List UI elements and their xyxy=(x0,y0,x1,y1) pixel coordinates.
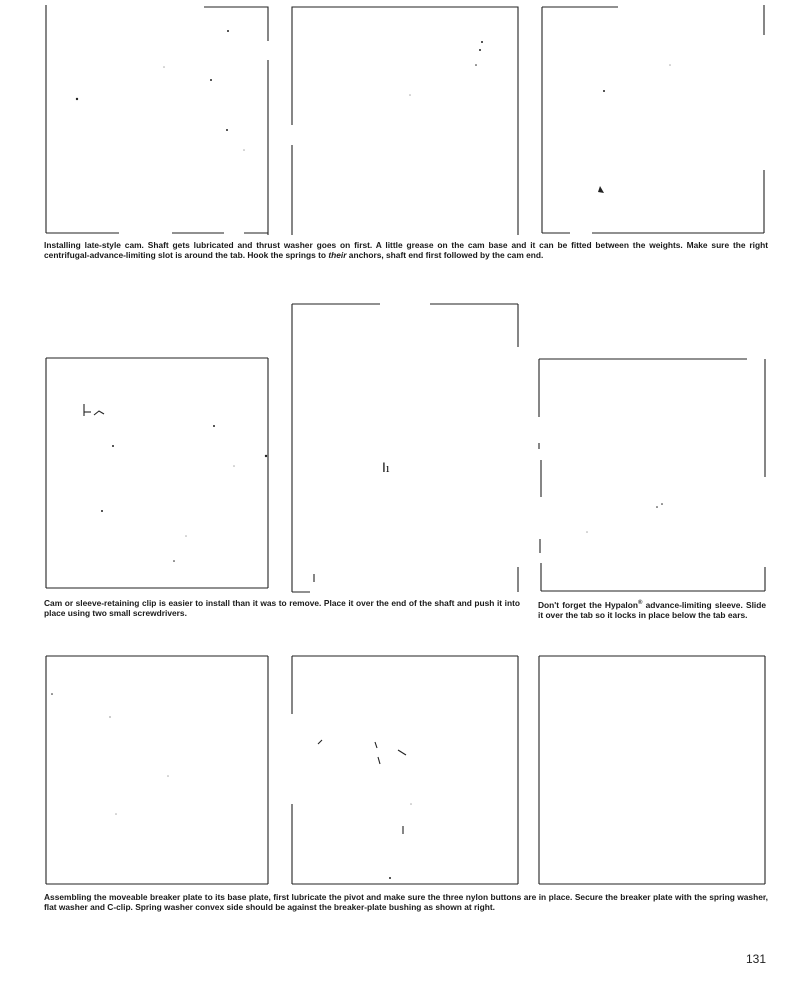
photo-6-hypalon-sleeve xyxy=(537,357,767,593)
registered-mark: ® xyxy=(637,600,643,606)
caption-row2-right-text-a: Don't forget the Hypalon xyxy=(538,599,638,610)
page-number: 131 xyxy=(745,952,766,966)
photo-5-screwdrivers xyxy=(290,302,520,594)
photo-8-pivot-buttons xyxy=(290,654,520,886)
photo-1-cam-install xyxy=(44,5,270,235)
caption-row2-right-text-b: advance-limiting sleeve. Slide it over the tab so it locks in place below the tab ears. xyxy=(538,599,766,620)
photo-3-springs xyxy=(540,5,768,235)
caption-row3: Assembling the moveable breaker plate to its base plate, first lubricate the pivot and make sure the three nylon buttons are in place. Secure the breaker plate with the spring washer, flat washer and C-clip. Spring washer convex side should be against the breaker-plate bushing as shown at right. xyxy=(44,892,768,912)
caption-row1-italic: their xyxy=(328,250,347,260)
photo-4-retaining-clip xyxy=(44,356,270,594)
photo-9-spring-washer xyxy=(537,654,767,886)
photo-2-cam-weights xyxy=(290,5,520,235)
photo5-mark: Ⅰı xyxy=(382,460,390,475)
caption-row1 xyxy=(44,240,768,260)
caption-row1-text-b: anchors, shaft end first followed by the cam end. xyxy=(346,250,544,260)
photo-7-breaker-plate xyxy=(44,654,270,886)
caption-row2-left: Cam or sleeve-retaining clip is easier to install than it was to remove. Place it over the end of the shaft and push it into place using two small screwdrivers. xyxy=(44,598,520,618)
caption-row2-right xyxy=(538,598,766,620)
caption-row1-text-a: Installing late-style cam. Shaft gets lubricated and thrust washer goes on first. A little grease on the cam base and it can be fitted between the weights. Make sure the right centrifugal-advance-limiting slot is around the tab. Hook the springs to xyxy=(44,240,768,260)
